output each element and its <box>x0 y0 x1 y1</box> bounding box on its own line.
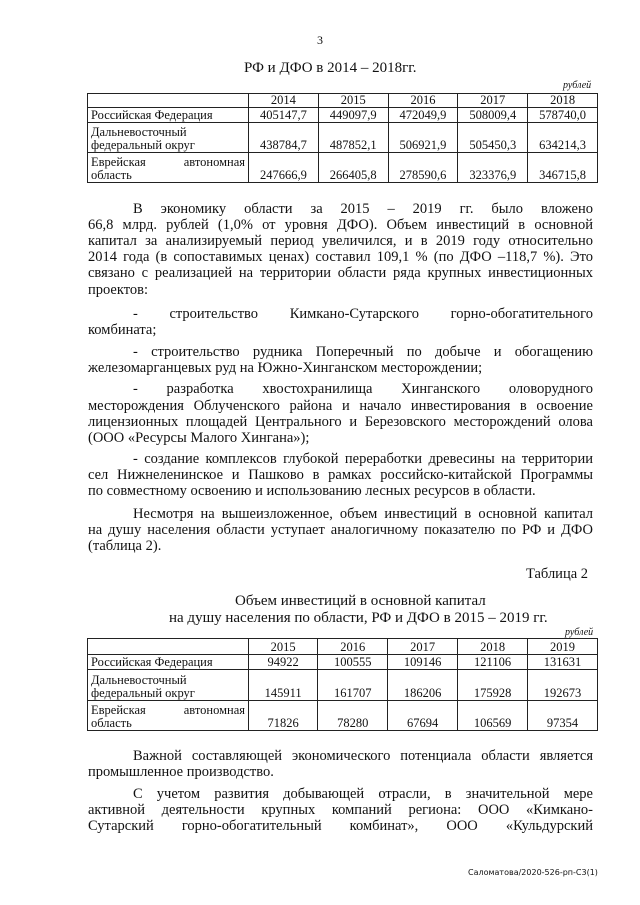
table1-units: рублей <box>563 80 592 91</box>
table-cell: 346715,8 <box>528 153 598 183</box>
text-line: - строительство Кимкано-Сутарского горно-обогатительного <box>133 306 593 322</box>
table-cell: 247666,9 <box>249 153 319 183</box>
table-cell: 487852,1 <box>318 123 388 153</box>
table-row <box>88 108 598 123</box>
text-line: Сутарский горно-обогатительный комбинат», ООО «Кульдурский <box>88 818 593 834</box>
table-cell: 405147,7 <box>249 108 319 123</box>
text-line: Несмотря на вышеизложенное, объем инвестиций в основной капитал <box>133 506 593 522</box>
table2-caption: Таблица 2 <box>526 566 589 582</box>
table-cell: 145911 <box>249 670 318 701</box>
text-line: сел Нижнеленинское и Пашково в рамках российско-китайской Программы <box>88 467 593 483</box>
text-line: месторождения Облученского района и начало инвестирования в освоение <box>88 398 593 414</box>
table2-year: 2015 <box>249 639 318 655</box>
text-line: 2014 года (в сопоставимых ценах) составил 109,1 % (по ДФО –118,7 %). Это <box>88 249 593 265</box>
row-label-line: федеральный округ <box>91 686 195 700</box>
table-cell: 449097,9 <box>318 108 388 123</box>
table-cell: 506921,9 <box>388 123 458 153</box>
table-cell: 634214,3 <box>528 123 598 153</box>
table-cell: 121106 <box>458 655 528 670</box>
table-cell: 67694 <box>388 701 458 731</box>
text-line: С учетом развития добывающей отрасли, в значительной мере <box>133 786 593 802</box>
table-cell: 94922 <box>249 655 318 670</box>
table-cell: 100555 <box>318 655 388 670</box>
row-label: Российская Федерация <box>88 108 249 123</box>
text-line: связано с реализацией на территории области ряда крупных инвестиционных <box>88 265 593 281</box>
table-cell: 97354 <box>528 701 598 731</box>
text-line: Важной составляющей экономического потенциала области является <box>133 748 593 764</box>
table-cell: 71826 <box>249 701 318 731</box>
table1-year: 2018 <box>528 94 598 108</box>
table-cell: 323376,9 <box>458 153 528 183</box>
text-line: капитал за анализируемый период увеличился, и в 2019 году относительно <box>88 233 593 249</box>
table2-title-line2: на душу населения по области, РФ и ДФО в 2015 – 2019 гг. <box>169 610 548 626</box>
table1-header-row <box>88 94 598 108</box>
row-label-line: область <box>91 716 132 730</box>
table1-year: 2016 <box>388 94 458 108</box>
row-label <box>88 123 249 153</box>
row-label: Российская Федерация <box>88 655 249 670</box>
text-line: по совместному освоению и использованию лесных ресурсов в области. <box>88 483 536 499</box>
text-line: на душу населения области уступает аналогичному показателю по РФ и ДФО <box>88 522 593 538</box>
table1-header-corner <box>88 94 249 108</box>
text-line: (таблица 2). <box>88 538 162 554</box>
text-line: - разработка хвостохранилища Хинганского оловорудного <box>133 381 593 397</box>
table-cell: 175928 <box>458 670 528 701</box>
row-label-line: федеральный округ <box>91 138 195 152</box>
table-row <box>88 701 598 731</box>
table1-title: РФ и ДФО в 2014 – 2018гг. <box>244 60 417 76</box>
table1-year: 2015 <box>318 94 388 108</box>
text-line: комбината; <box>88 322 157 338</box>
table1-year: 2014 <box>249 94 319 108</box>
page-number: 3 <box>317 33 323 47</box>
row-label <box>88 701 249 731</box>
table-cell: 186206 <box>388 670 458 701</box>
text-line: железомарганцевых руд на Южно-Хинганском месторождении; <box>88 360 483 376</box>
text-line: активной деятельности крупных компаний региона: ООО «Кимкано- <box>88 802 593 818</box>
table-cell: 278590,6 <box>388 153 458 183</box>
table2-header-row <box>88 639 598 655</box>
text-line: проектов: <box>88 282 148 298</box>
row-label-line: Еврейская автономная <box>91 155 245 169</box>
text-line: 66,8 млрд. рублей (1,0% от уровня ДФО). Объем инвестиций в основной <box>88 217 593 233</box>
table-row <box>88 153 598 183</box>
text-line: - строительство рудника Поперечный по добыче и обогащению <box>133 344 593 360</box>
row-label <box>88 153 249 183</box>
row-label-line: Еврейская автономная <box>91 703 245 717</box>
table-cell: 266405,8 <box>318 153 388 183</box>
document-reference: Саломатова/2020-526-рп-С3(1) <box>468 868 598 877</box>
text-line: (ООО «Ресурсы Малого Хингана»); <box>88 430 310 446</box>
table1 <box>87 93 598 183</box>
row-label <box>88 670 249 701</box>
table2-units: рублей <box>565 627 594 638</box>
table-row <box>88 655 598 670</box>
row-label-line: Дальневосточный <box>91 125 187 139</box>
table2-year: 2019 <box>528 639 598 655</box>
table-cell: 131631 <box>528 655 598 670</box>
table-cell: 578740,0 <box>528 108 598 123</box>
table1-year: 2017 <box>458 94 528 108</box>
table2-header-corner <box>88 639 249 655</box>
text-line: - создание комплексов глубокой переработки древесины на территории <box>133 451 593 467</box>
table-cell: 505450,3 <box>458 123 528 153</box>
row-label-line: Дальневосточный <box>91 673 187 687</box>
table2-title-line1: Объем инвестиций в основной капитал <box>235 593 486 609</box>
table-cell: 78280 <box>318 701 388 731</box>
table-cell: 508009,4 <box>458 108 528 123</box>
text-line: лицензионных площадей Центрального и Березовского месторождений олова <box>88 414 593 430</box>
text-line: промышленное производство. <box>88 764 274 780</box>
table-cell: 161707 <box>318 670 388 701</box>
text-line: В экономику области за 2015 – 2019 гг. было вложено <box>133 201 593 217</box>
table-cell: 438784,7 <box>249 123 319 153</box>
table-row <box>88 123 598 153</box>
table2-year: 2017 <box>388 639 458 655</box>
table2-year: 2018 <box>458 639 528 655</box>
table2 <box>87 638 598 731</box>
table2-year: 2016 <box>318 639 388 655</box>
table-cell: 106569 <box>458 701 528 731</box>
row-label-line: область <box>91 168 132 182</box>
table-cell: 109146 <box>388 655 458 670</box>
table-cell: 472049,9 <box>388 108 458 123</box>
table-row <box>88 670 598 701</box>
table-cell: 192673 <box>528 670 598 701</box>
